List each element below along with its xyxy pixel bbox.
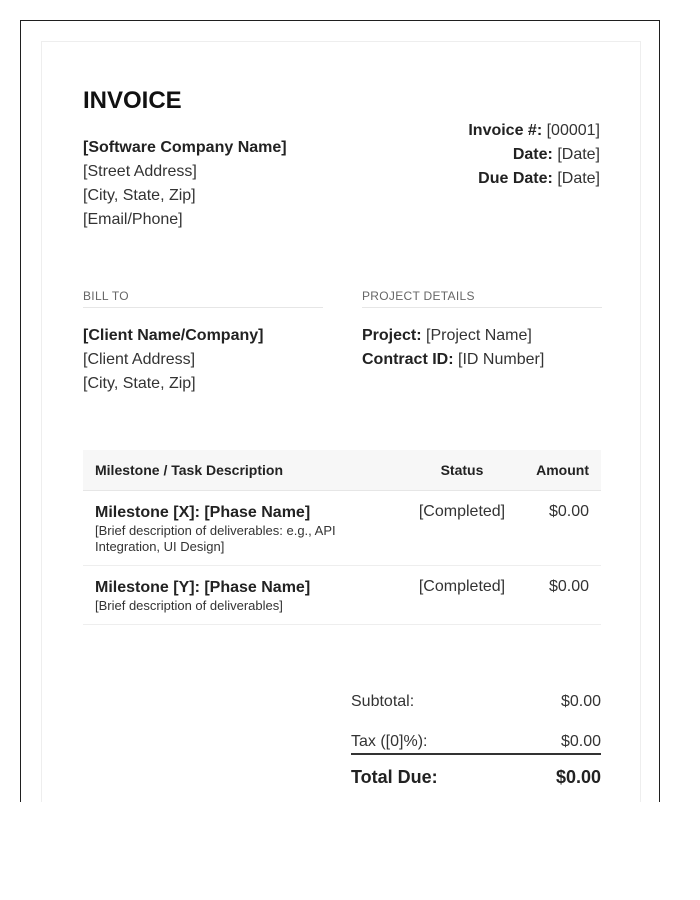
client-city: [City, State, Zip] (83, 375, 196, 392)
client-address: [Client Address] (83, 351, 196, 368)
subtotal-value: $0.00 (560, 693, 601, 710)
milestone-description: [Brief description of deliverables: e.g., API Integration, UI Design] (95, 523, 336, 554)
header-amount: Amount (517, 450, 601, 491)
table-row (83, 491, 601, 566)
invoice-meta (468, 119, 600, 191)
total-due-row (351, 753, 601, 788)
bill-to-label: BILL TO (83, 289, 323, 308)
bill-to-lines (83, 324, 323, 396)
tax-label: Tax ([0]%): (351, 733, 428, 750)
due-date-line (468, 167, 600, 191)
row-description-cell (83, 566, 395, 625)
invoice-title: INVOICE (83, 87, 182, 114)
invoice-date-value: [Date] (557, 146, 600, 163)
table-row (83, 566, 601, 625)
milestone-amount: $0.00 (517, 491, 601, 566)
bill-to-section (83, 289, 323, 396)
invoice-date-label: Date: (512, 146, 553, 163)
invoice-date-line (468, 143, 600, 167)
table-header-row (83, 450, 601, 491)
project-line (362, 324, 602, 348)
milestone-status: [Completed] (395, 491, 517, 566)
invoice-number-line (468, 119, 600, 143)
contract-line (362, 348, 602, 372)
company-contact: [Email/Phone] (83, 211, 183, 228)
subtotal-label: Subtotal: (351, 693, 415, 710)
due-date-label: Due Date: (478, 170, 553, 187)
company-block (83, 136, 287, 232)
due-date-value: [Date] (557, 170, 600, 187)
milestone-title: Milestone [Y]: [Phase Name] (95, 579, 311, 596)
company-street: [Street Address] (83, 163, 197, 180)
project-value: [Project Name] (426, 327, 532, 344)
subtotal-row (351, 692, 601, 712)
project-lines (362, 324, 602, 372)
milestones-table (83, 450, 601, 625)
total-due-value: $0.00 (555, 767, 601, 787)
project-details-section (362, 289, 602, 372)
invoice-number-label: Invoice #: (468, 122, 543, 139)
contract-value: [ID Number] (458, 351, 545, 368)
tax-row (351, 732, 601, 752)
total-due-label: Total Due: (351, 767, 438, 787)
tax-value: $0.00 (560, 733, 601, 750)
company-name: [Software Company Name] (83, 139, 287, 156)
row-description-cell (83, 491, 395, 566)
client-name: [Client Name/Company] (83, 327, 264, 344)
milestone-title: Milestone [X]: [Phase Name] (95, 504, 311, 521)
document-frame (20, 20, 660, 802)
milestone-status: [Completed] (395, 566, 517, 625)
milestone-amount: $0.00 (517, 566, 601, 625)
header-description: Milestone / Task Description (83, 450, 395, 491)
milestone-description: [Brief description of deliverables] (95, 598, 283, 613)
project-details-label: PROJECT DETAILS (362, 289, 602, 308)
invoice-sheet (41, 41, 641, 802)
invoice-number-value: [00001] (546, 122, 600, 139)
header-status: Status (395, 450, 517, 491)
company-city: [City, State, Zip] (83, 187, 196, 204)
contract-label: Contract ID: (362, 351, 454, 368)
project-label: Project: (362, 327, 422, 344)
